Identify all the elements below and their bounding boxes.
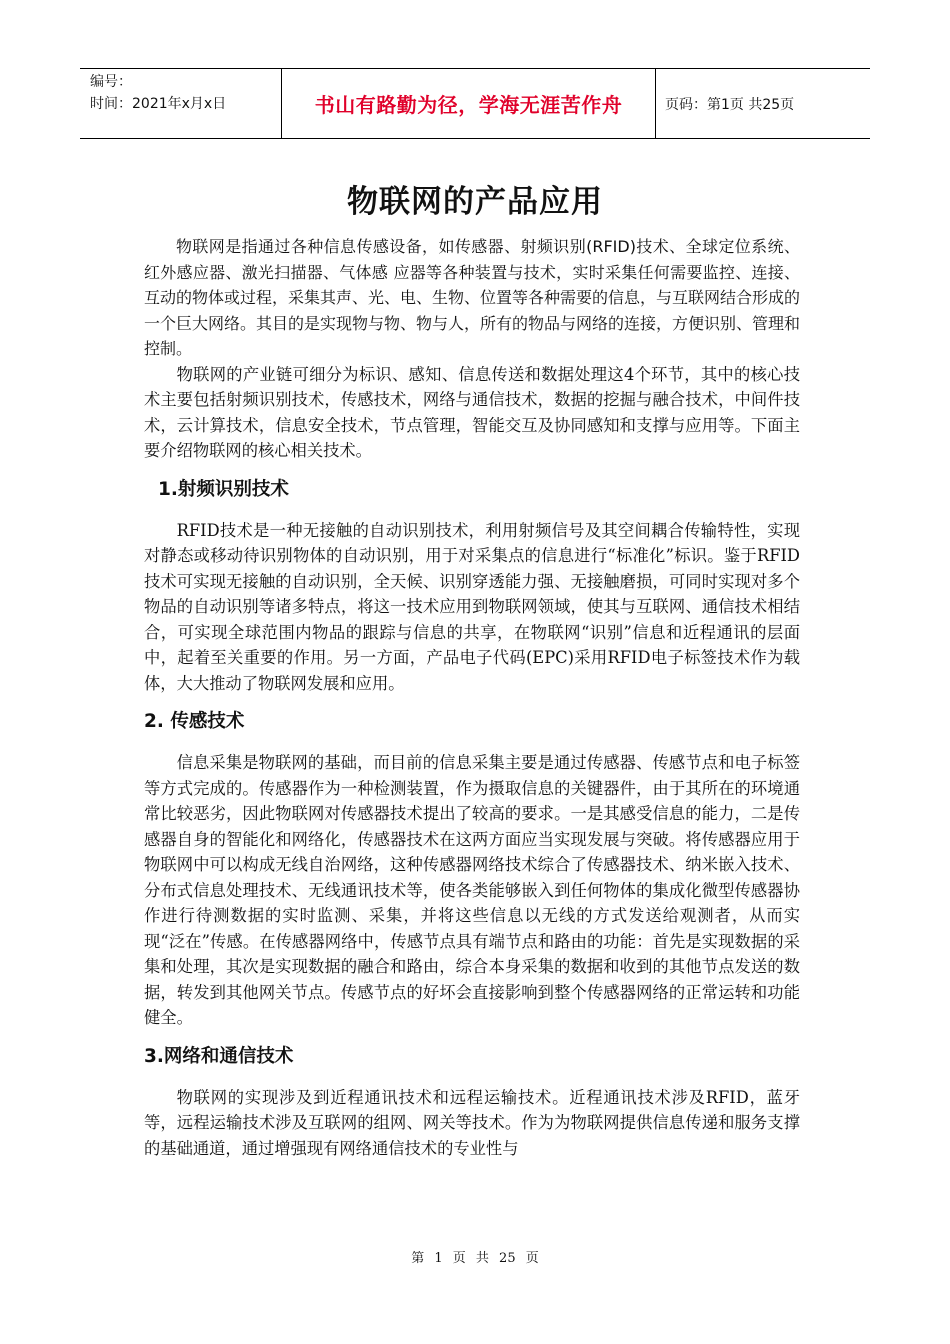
section-paragraph-network: 物联网的实现涉及到近程通讯技术和远程运输技术。近程通讯技术涉及RFID，蓝牙等，远程运输技术涉及互联网的组网、网关等技术。作为为物联网提供信息传递和服务支撑的基础通道，通过增强现有网络通信技术的专业性与 xyxy=(144,1087,800,1158)
section-paragraph-rfid: RFID技术是一种无接触的自动识别技术，利用射频信号及其空间耦合传输特性，实现对静态或移动待识别物体的自动识别，用于对采集点的信息进行“标准化”标识。鉴于RFID技术可实现无接触的自动识别，全天候、识别穿透能力强、无接触磨损，可同时实现对多个物品的自动识别等诸多特点，将这一技术应用到物联网领域，使其与互联网、通信技术相结合，可实现全球范围内物品的跟踪与信息的共享，在物联网“识别”信息和近程通讯的层面中，起着至关重要的作用。另一方面，产品电子代码(EPC)采用RFID电子标签技术作为载体，大大推动了物联网发展和应用。 xyxy=(144,520,800,693)
document-body xyxy=(144,234,800,1161)
page-title: 物联网的产品应用 xyxy=(347,184,603,220)
time-label: 时间：2021年x月x日 xyxy=(90,96,227,112)
section-heading-network: 3.网络和通信技术 xyxy=(144,1045,294,1067)
intro-paragraph: 物联网的产业链可细分为标识、感知、信息传送和数据处理这4个环节，其中的核心技术主要包括射频识别技术，传感技术，网络与通信技术，数据的挖掘与融合技术，中间件技术，云计算技术，信息安全技术，节点管理，智能交互及协同感知和支撑与应用等。下面主要介绍物联网的核心相关技术。 xyxy=(144,364,800,460)
section-paragraph-sensing: 信息采集是物联网的基础，而目前的信息采集主要是通过传感器、传感节点和电子标签等方式完成的。传感器作为一种检测装置，作为摄取信息的关键器件，由于其所在的环境通常比较恶劣，因此物联网对传感器技术提出了较高的要求。一是其感受信息的能力，二是传感器自身的智能化和网络化，传感器技术在这两方面应当实现发展与突破。将传感器应用于物联网中可以构成无线自治网络，这种传感器网络技术综合了传感器技术、纳米嵌入技术、分布式信息处理技术、无线通讯技术等，使各类能够嵌入到任何物体的集成化微型传感器协作进行待测数据的实时监测、采集，并将这些信息以无线的方式发送给观测者，从而实现“泛在”传感。在传感器网络中，传感节点具有端节点和路由的功能：首先是实现数据的采集和处理，其次是实现数据的融合和路由，综合本身采集的数据和收到的其他节点发送的数据，转发到其他网关节点。传感节点的好坏会直接影响到整个传感器网络的正常运转和功能健全。 xyxy=(144,753,800,1027)
page-footer: 第 1 页 共 25 页 xyxy=(411,1251,539,1266)
page-info: 页码：第1页 共25页 xyxy=(665,96,795,113)
intro-paragraph: 物联网是指通过各种信息传感设备，如传感器、射频识别(RFID)技术、全球定位系统、红外感应器、激光扫描器、气体感 应器等各种装置与技术，实时采集任何需要监控、连接、互动的物体或过程，采集其声、光、电、生物、位置等各种需要的信息，与互联网结合形成的一个巨大网络。其目的是实现物与物、物与人，所有的物品与网络的连接，方便识别、管理和控制。 xyxy=(144,237,801,358)
section-heading-rfid: 1.射频识别技术 xyxy=(158,478,289,500)
header-table xyxy=(80,68,870,139)
section-heading-sensing: 2. 传感技术 xyxy=(144,711,245,732)
number-label: 编号： xyxy=(90,74,132,90)
header-meta xyxy=(80,69,282,138)
motto: 书山有路勤为径，学海无涯苦作舟 xyxy=(282,69,656,138)
